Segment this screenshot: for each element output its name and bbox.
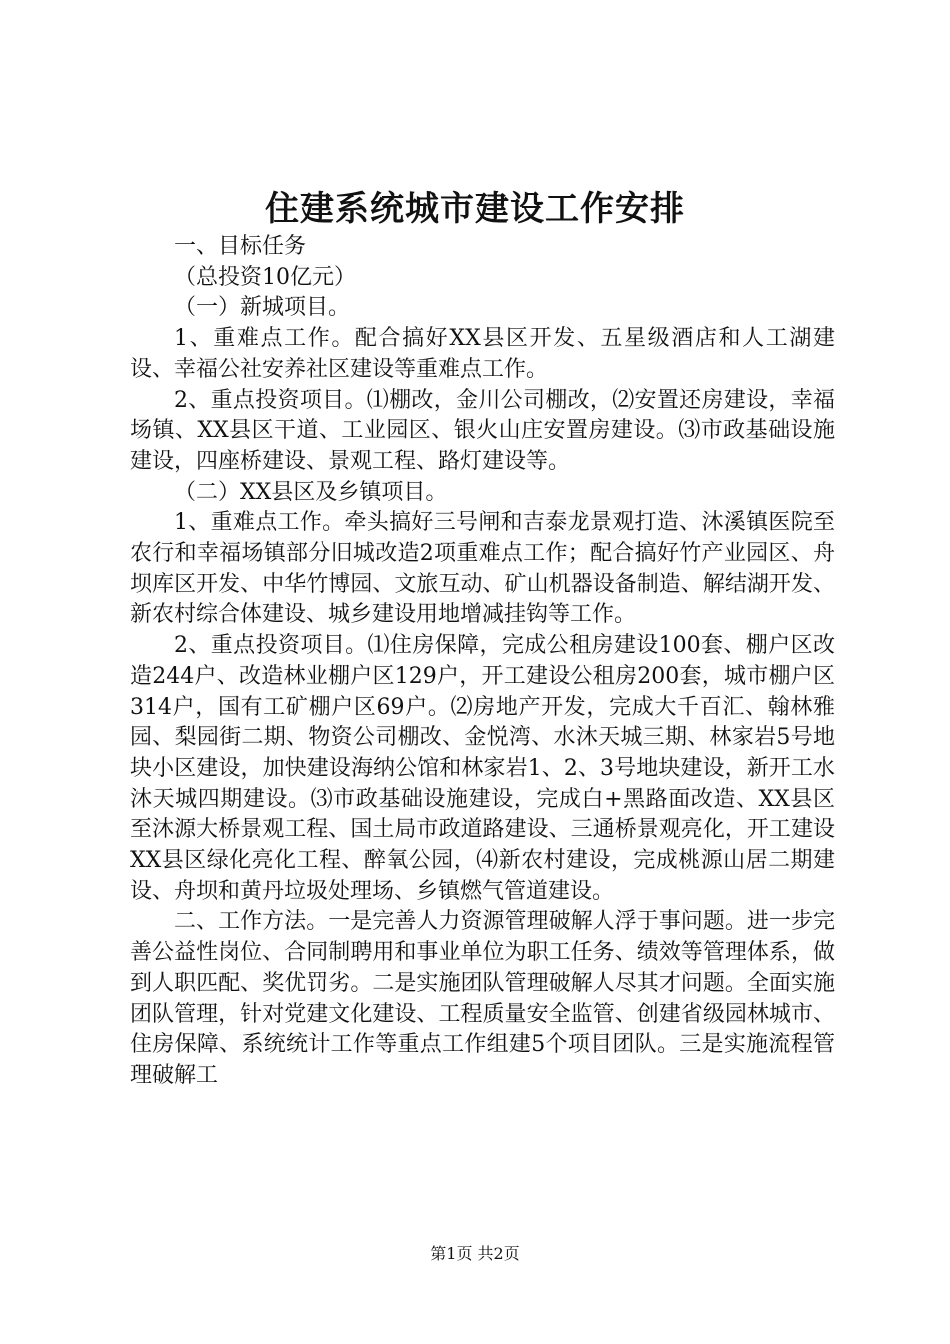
- document-title: 住建系统城市建设工作安排: [265, 189, 685, 229]
- paragraph-new-city-investment: 2、重点投资项目。⑴棚改，金川公司棚改，⑵安置还房建设，幸福场镇、XX县区干道、工业园区、银火山庄安置房建设。⑶市政基础设施建设，四座桥建设、景观工程、路灯建设等。: [130, 387, 835, 474]
- paragraph-county-key-work: 1、重难点工作。牵头搞好三号闸和吉泰龙景观打造、沐溪镇医院至农行和幸福场镇部分旧城改造2项重难点工作；配合搞好竹产业园区、舟坝库区开发、中华竹博园、文旅互动、矿山机器设备制造、解结湖开发、新农村综合体建设、城乡建设用地增减挂钩等工作。: [130, 510, 835, 628]
- subsection-heading-county-towns: （二）XX县区及乡镇项目。: [174, 479, 448, 505]
- paragraph-county-investment: 2、重点投资项目。⑴住房保障，完成公租房建设100套、棚户区改造244户、改造林业棚户区129户，开工建设公租房200套，城市棚户区314户，国有工矿棚户区69户。⑵房地产开发，完成大千百汇、翰林雅园、梨园街二期、物资公司棚改、金悦湾、水沐天城三期、林家岩5号地块小区建设，加快建设海纳公馆和林家岩1、2、3号地块建设，新开工水沐天城四期建设。⑶市政基础设施建设，完成白+黑路面改造、XX县区至沐源大桥景观工程、国土局市政道路建设、三通桥景观亮化，开工建设XX县区绿化亮化工程、醉氧公园，⑷新农村建设，完成桃源山居二期建设、舟坝和黄丹垃圾处理场、乡镇燃气管道建设。: [130, 633, 835, 904]
- subsection-heading-new-city: （一）新城项目。: [174, 295, 351, 321]
- section-heading-goals: 一、目标任务: [174, 234, 307, 259]
- page-footer: 第1页 共2页: [430, 1244, 520, 1263]
- total-investment-note: （总投资10亿元）: [174, 264, 356, 290]
- paragraph-new-city-key-work: 1、重难点工作。配合搞好XX县区开发、五星级酒店和人工湖建设、幸福公社安养社区建设等重难点工作。: [130, 326, 835, 382]
- document-body: [130, 232, 835, 1092]
- paragraph-work-methods: 二、工作方法。一是完善人力资源管理破解人浮于事问题。进一步完善公益性岗位、合同制聘用和事业单位为职工任务、绩效等管理体系，做到人职匹配、奖优罚劣。二是实施团队管理破解人尽其才问题。全面实施团队管理，针对党建文化建设、工程质量安全监管、创建省级园林城市、住房保障、系统统计工作等重点工作组建5个项目团队。三是实施流程管理破解工: [130, 909, 835, 1088]
